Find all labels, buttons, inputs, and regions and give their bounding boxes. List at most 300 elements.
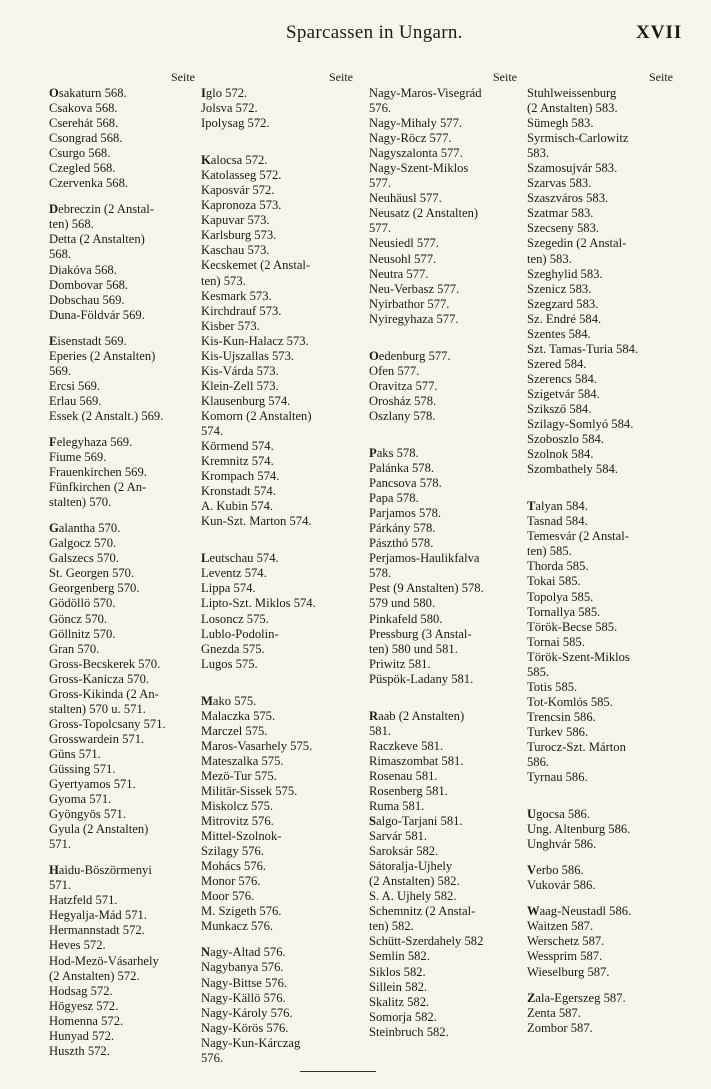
index-entry (369, 191, 521, 206)
index-entry (369, 379, 521, 394)
entry-text: Syrmisch-Carlowitz (527, 131, 629, 146)
entry-text: Monor 576. (201, 874, 261, 889)
index-entry (49, 747, 199, 762)
index-entry (201, 469, 357, 484)
entry-text: 571. (49, 878, 72, 893)
entry-text: Ofen 577. (369, 363, 420, 378)
index-entry (49, 762, 199, 777)
index-entry (369, 394, 521, 409)
index-entry (49, 495, 199, 510)
entry-text: Komorn (2 Anstalten) (201, 408, 312, 423)
entry-text: Szoboszlo 584. (527, 432, 604, 447)
entry-text: (2 Anstalten) 583. (527, 101, 618, 116)
index-entry (49, 480, 199, 495)
index-entry (369, 566, 521, 581)
entry-text: Priwitz 581. (369, 656, 431, 671)
entry-text: Frauenkirchen 569. (49, 465, 147, 480)
entry-text: Temesvár (2 Anstal- (527, 529, 629, 544)
letter-gap (49, 323, 199, 334)
entry-text: Göncz 570. (49, 611, 108, 626)
entry-text: Tornai 585. (527, 634, 585, 649)
entry-text: Tyrnau 586. (527, 770, 588, 785)
entry-text: Mitrovitz 576. (201, 814, 274, 829)
entry-text: Kesmark 573. (201, 288, 272, 303)
section-initial: F (49, 434, 57, 449)
index-entry (49, 627, 199, 642)
index-entry (527, 297, 677, 312)
index-entry (49, 984, 199, 999)
entry-text: sakaturn 568. (58, 86, 127, 100)
entry-text: Czegled 568. (49, 161, 116, 176)
letter-gap (527, 477, 677, 488)
index-entry (49, 379, 199, 394)
index-entry (201, 409, 357, 424)
index-entry (201, 754, 357, 769)
index-entry (201, 168, 357, 183)
index-entry (527, 878, 677, 893)
index-entry (527, 236, 677, 251)
index-entry (49, 536, 199, 551)
entry-text: Ercsi 569. (49, 378, 101, 393)
entry-text: Szatmar 583. (527, 206, 594, 221)
index-entry (369, 859, 521, 874)
entry-text: Török-Szent-Miklos (527, 649, 630, 664)
index-entry (527, 312, 677, 327)
entry-text: Lublo-Podolin- (201, 626, 279, 641)
index-entry (201, 183, 357, 198)
index-entry (527, 267, 677, 282)
seite-heading: Seite (649, 70, 673, 84)
entry-text: aab (2 Anstalten) (378, 708, 465, 723)
entry-text: S. A. Ujhely 582. (369, 889, 457, 904)
section-initial: U (527, 807, 537, 822)
entry-text: ten) 580 und 581. (369, 641, 458, 656)
index-entry (527, 822, 677, 837)
entry-text: 586. (527, 755, 550, 770)
entry-text: Georgenberg 570. (49, 581, 140, 596)
index-entry (369, 754, 521, 769)
letter-gap (527, 796, 677, 807)
index-entry (527, 499, 677, 514)
entry-text: Kapronoza 573. (201, 198, 282, 213)
index-entry (201, 101, 357, 116)
index-entry (49, 792, 199, 807)
index-entry (49, 687, 199, 702)
entry-text: Grosswardein 571. (49, 731, 145, 746)
index-entry (49, 293, 199, 308)
index-entry (201, 1021, 357, 1036)
index-entry (369, 995, 521, 1010)
index-entry (201, 874, 357, 889)
entry-text: Maros-Vasarhely 575. (201, 738, 313, 753)
index-entry (49, 131, 199, 146)
index-entry (201, 814, 357, 829)
entry-text: M. Szigeth 576. (201, 904, 282, 919)
index-entry (369, 965, 521, 980)
entry-text: Szerencs 584. (527, 371, 597, 386)
entry-text: Szombathely 584. (527, 462, 618, 477)
index-entry (49, 278, 199, 293)
entry-text: Nyirbathor 577. (369, 296, 450, 311)
entry-text: stalten) 570 u. 571. (49, 701, 146, 716)
entry-text: Kaposvár 572. (201, 183, 275, 198)
entry-text: Steinbruch 582. (369, 1024, 449, 1039)
index-entry (527, 695, 677, 710)
entry-text: Nagy-Röcz 577. (369, 131, 452, 146)
index-entry (49, 247, 199, 262)
index-entry (49, 116, 199, 131)
entry-text: Mohács 576. (201, 859, 267, 874)
entry-text: Güns 571. (49, 746, 101, 761)
entry-text: Tot-Komlós 585. (527, 694, 613, 709)
entry-text: Kecskemet (2 Anstal- (201, 258, 311, 273)
entry-text: 569. (49, 363, 72, 378)
footer-rule (300, 1071, 376, 1072)
entry-text: alocsa 572. (210, 153, 268, 168)
entry-text: Miskolcz 575. (201, 799, 274, 814)
index-entry (369, 709, 521, 724)
index-entry (369, 221, 521, 236)
index-entry (527, 949, 677, 964)
entry-text: Ruma 581. (369, 799, 425, 814)
index-entry (49, 777, 199, 792)
section-initial: O (369, 348, 379, 363)
entry-text: Wessprim 587. (527, 949, 603, 964)
index-entry (369, 672, 521, 687)
index-entry (369, 949, 521, 964)
index-column-2 (201, 71, 357, 1066)
entry-text: Detta (2 Anstalten) (49, 232, 145, 247)
entry-text: Trencsin 586. (527, 709, 596, 724)
entry-text: Szilagy-Somlyó 584. (527, 417, 634, 432)
index-entry (49, 612, 199, 627)
letter-gap (369, 338, 521, 349)
section-initial: L (201, 551, 210, 566)
entry-text: Nagy-Källö 576. (201, 990, 286, 1005)
entry-text: Pest (9 Anstalten) 578. (369, 581, 484, 596)
index-entry (201, 596, 357, 611)
letter-gap (49, 424, 199, 435)
index-entry (369, 904, 521, 919)
entry-text: Munkacz 576. (201, 919, 274, 934)
entry-text: Ipolysag 572. (201, 116, 270, 131)
entry-text: Vukovár 586. (527, 878, 596, 893)
entry-text: Szolnok 584. (527, 447, 594, 462)
entry-text: Szaszváros 583. (527, 191, 609, 206)
index-entry (49, 566, 199, 581)
entry-text: Semlin 582. (369, 949, 430, 964)
index-entry (49, 176, 199, 191)
index-entry (201, 551, 357, 566)
index-entry (201, 243, 357, 258)
entry-text: Jolsva 572. (201, 101, 258, 116)
index-entry (201, 1036, 357, 1051)
entry-text: Pancsova 578. (369, 476, 442, 491)
index-entry (369, 551, 521, 566)
index-entry (201, 213, 357, 228)
index-entry (527, 991, 677, 1006)
index-entry (201, 627, 357, 642)
index-entry (201, 258, 357, 273)
entry-text: Szeghylid 583. (527, 266, 603, 281)
entry-text: Neusatz (2 Anstalten) (369, 206, 479, 221)
entry-text: Galgocz 570. (49, 536, 117, 551)
index-entry (49, 450, 199, 465)
index-entry (49, 521, 199, 536)
entry-text: Skalitz 582. (369, 994, 430, 1009)
seite-heading: Seite (329, 70, 353, 84)
entry-text: Nagybanya 576. (201, 960, 284, 975)
index-entry (201, 289, 357, 304)
section-initial: V (527, 863, 537, 878)
entry-text: Gnezda 575. (201, 641, 265, 656)
index-entry (527, 86, 677, 101)
index-entry (369, 829, 521, 844)
index-entry (201, 454, 357, 469)
letter-gap (49, 191, 199, 202)
section-initial: O (49, 86, 59, 100)
entry-text: Sziksző 584. (527, 401, 592, 416)
entry-text: Papa 578. (369, 491, 419, 506)
index-entry (527, 837, 677, 852)
index-entry (369, 461, 521, 476)
index-entry (201, 319, 357, 334)
section-initial: E (49, 333, 58, 348)
index-entry (201, 566, 357, 581)
section-initial: K (201, 153, 211, 168)
entry-text: Gross-Kikinda (2 An- (49, 686, 159, 701)
entry-text: Czervenka 568. (49, 176, 129, 191)
entry-text: Hunyad 572. (49, 1028, 115, 1043)
index-entry (527, 327, 677, 342)
index-entry (201, 198, 357, 213)
index-entry (527, 725, 677, 740)
index-entry (527, 432, 677, 447)
index-entry (369, 980, 521, 995)
entry-text: Nagy-Mihaly 577. (369, 116, 463, 131)
index-entry (369, 769, 521, 784)
index-entry (49, 969, 199, 984)
entry-text: Mittel-Szolnok- (201, 829, 282, 844)
entry-text: Palánka 578. (369, 461, 435, 476)
entry-text: (2 Anstalten) 572. (49, 968, 140, 983)
index-entry (201, 724, 357, 739)
index-entry (527, 221, 677, 236)
letter-gap (527, 852, 677, 863)
entry-text: Werschetz 587. (527, 934, 605, 949)
entry-text: Kisber 573. (201, 318, 260, 333)
index-entry (369, 799, 521, 814)
entry-text: Katolasseg 572. (201, 168, 282, 183)
entry-text: Schemnitz (2 Anstal- (369, 904, 476, 919)
entry-text: Militär-Sissek 575. (201, 783, 298, 798)
entry-text: Neusiedl 577. (369, 236, 439, 251)
index-entry (527, 402, 677, 417)
entry-text: ten) 583. (527, 251, 572, 266)
entry-text: Szamosujvár 583. (527, 161, 618, 176)
index-entry (527, 146, 677, 161)
index-entry (49, 1044, 199, 1059)
section-initial: D (49, 202, 59, 217)
letter-gap (527, 893, 677, 904)
entry-text: Neuhäusl 577. (369, 191, 442, 206)
section-initial: H (49, 863, 59, 878)
entry-text: Szenicz 583. (527, 281, 592, 296)
index-entry (527, 1021, 677, 1036)
entry-text: ako 575. (212, 693, 257, 708)
index-entry (49, 732, 199, 747)
page-header (0, 22, 711, 52)
entry-text: Gran 570. (49, 641, 100, 656)
entry-text: 585. (527, 664, 550, 679)
entry-text: Perjamos-Haulikfalva (369, 551, 480, 566)
letter-gap (201, 131, 357, 142)
index-entry (369, 146, 521, 161)
entry-text: Totis 585. (527, 679, 578, 694)
index-entry (49, 657, 199, 672)
letter-gap (49, 852, 199, 863)
index-entry (369, 596, 521, 611)
index-entry (527, 447, 677, 462)
index-entry (201, 499, 357, 514)
entry-text: Kis-Kun-Halacz 573. (201, 333, 309, 348)
index-entry (527, 206, 677, 221)
index-column-4 (527, 71, 677, 1036)
index-entry (369, 236, 521, 251)
index-entry (201, 829, 357, 844)
index-entry (49, 364, 199, 379)
entry-text: Kis-Ujszallas 573. (201, 348, 295, 363)
letter-gap (527, 980, 677, 991)
entry-text: Sz. Endré 584. (527, 311, 602, 326)
entry-text: Orosház 578. (369, 393, 437, 408)
entry-text: Losoncz 575. (201, 611, 269, 626)
entry-text: algo-Tarjani 581. (376, 814, 463, 829)
seite-heading: Seite (171, 70, 195, 84)
entry-text: Csurgo 568. (49, 146, 111, 161)
section-initial: Z (527, 990, 536, 1005)
index-entry (201, 424, 357, 439)
entry-text: Nagy-Károly 576. (201, 1005, 293, 1020)
entry-text: eutschau 574. (209, 551, 279, 566)
index-entry (369, 934, 521, 949)
entry-text: Malaczka 575. (201, 708, 276, 723)
index-entry (527, 559, 677, 574)
entry-text: Zenta 587. (527, 1005, 581, 1020)
entry-text: Turkev 586. (527, 724, 589, 739)
index-entry (201, 1006, 357, 1021)
entry-text: Karlsburg 573. (201, 228, 277, 243)
index-entry (369, 267, 521, 282)
page-number: XVII (636, 22, 683, 43)
index-entry (201, 859, 357, 874)
index-entry (49, 938, 199, 953)
entry-text: aag-Neustadl 586. (539, 904, 632, 919)
entry-text: Gross-Kanicza 570. (49, 671, 150, 686)
entry-text: A. Kubin 574. (201, 499, 274, 514)
index-entry (49, 202, 199, 217)
entry-text: Siklos 582. (369, 964, 426, 979)
letter-gap (201, 934, 357, 945)
index-entry (49, 409, 199, 424)
index-entry (49, 349, 199, 364)
index-entry (201, 784, 357, 799)
entry-text: stalten) 570. (49, 495, 112, 510)
entry-text: Nagy-Kun-Kárczag (201, 1035, 301, 1050)
index-entry (201, 960, 357, 975)
index-entry (201, 642, 357, 657)
entry-text: Nagyszalonta 577. (369, 146, 463, 161)
index-entry (527, 680, 677, 695)
index-entry (369, 131, 521, 146)
running-title: Sparcassen in Ungarn. (286, 22, 463, 43)
entry-text: Gyula (2 Anstalten) (49, 822, 149, 837)
entry-text: Szegedin (2 Anstal- (527, 236, 627, 251)
index-entry (527, 710, 677, 725)
index-entry (49, 263, 199, 278)
entry-text: Raczkeve 581. (369, 738, 444, 753)
index-entry (201, 709, 357, 724)
section-initial: G (49, 521, 59, 536)
entry-text: erbo 586. (536, 863, 584, 878)
index-entry (49, 908, 199, 923)
index-entry (49, 232, 199, 247)
entry-text: Essek (2 Anstalt.) 569. (49, 408, 164, 423)
letter-gap (527, 785, 677, 796)
index-entry (369, 874, 521, 889)
entry-text: Hod-Mezö-Vásarhely (49, 953, 159, 968)
index-entry (369, 784, 521, 799)
entry-text: Kremnitz 574. (201, 454, 274, 469)
entry-text: Neusohl 577. (369, 251, 437, 266)
entry-text: Fiume 569. (49, 450, 107, 465)
entry-text: Dombovar 568. (49, 277, 129, 292)
letter-gap (527, 488, 677, 499)
entry-text: Topolya 585. (527, 589, 594, 604)
index-entry (369, 409, 521, 424)
entry-text: Schütt-Szerdahely 582 (369, 934, 484, 949)
section-initial: S (369, 814, 377, 829)
entry-text: Tokai 585. (527, 574, 581, 589)
index-entry (527, 544, 677, 559)
index-entry (369, 491, 521, 506)
entry-text: Hermannstadt 572. (49, 923, 145, 938)
index-entry (369, 1010, 521, 1025)
index-entry (201, 799, 357, 814)
index-entry (49, 596, 199, 611)
index-entry (49, 807, 199, 822)
index-entry (49, 551, 199, 566)
entry-text: Kaschau 573. (201, 243, 270, 258)
entry-text: Gödöllö 570. (49, 596, 116, 611)
section-initial: N (201, 945, 211, 960)
index-entry (369, 282, 521, 297)
entry-text: Eperies (2 Anstalten) (49, 348, 156, 363)
entry-text: Duna-Földvár 569. (49, 307, 145, 322)
entry-text: Fünfkirchen (2 An- (49, 480, 147, 495)
entry-text: Unghvár 586. (527, 837, 597, 852)
entry-text: Dobschau 569. (49, 292, 125, 307)
entry-text: Gyöngyös 571. (49, 807, 126, 822)
entry-text: Kis-Várda 573. (201, 363, 279, 378)
entry-text: ala-Egerszeg 587. (535, 990, 626, 1005)
index-entry (201, 991, 357, 1006)
index-entry (49, 837, 199, 852)
index-entry (369, 206, 521, 221)
index-entry (369, 364, 521, 379)
entry-text: elegyhaza 569. (56, 434, 133, 449)
entry-text: 583. (527, 146, 550, 161)
